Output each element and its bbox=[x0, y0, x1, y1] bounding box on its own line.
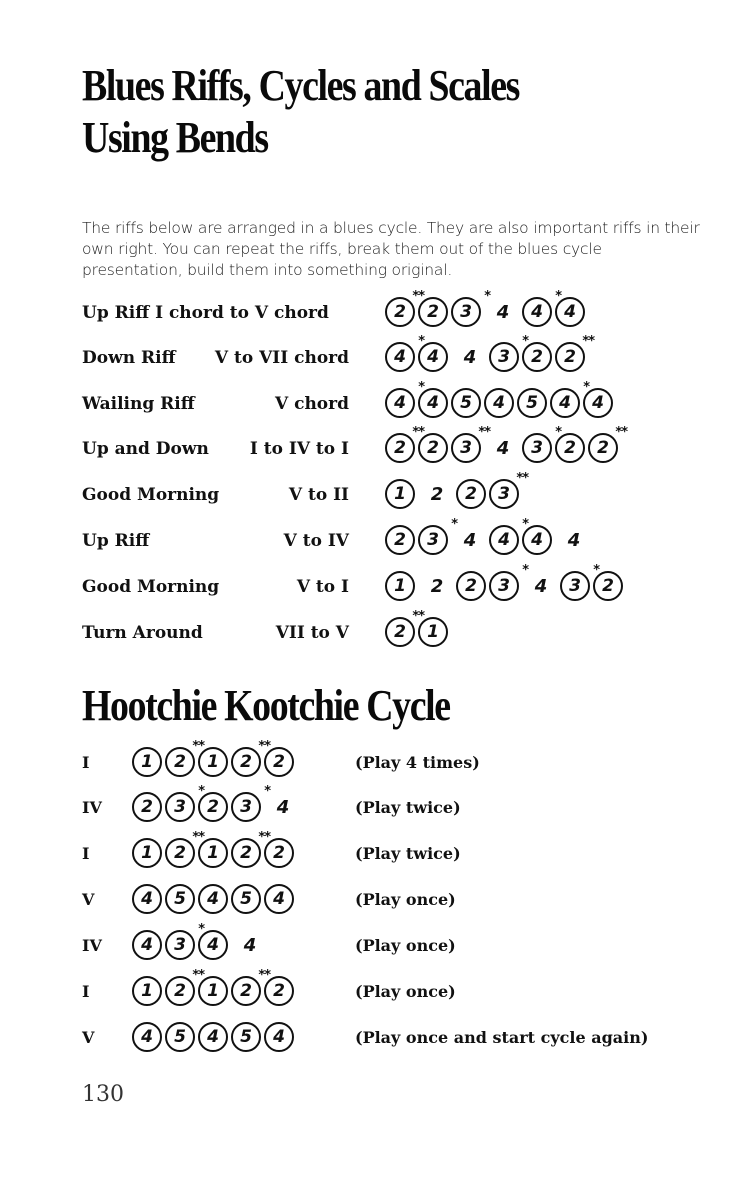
hole-number: 4 bbox=[534, 575, 548, 597]
draw-note-circle bbox=[489, 517, 528, 555]
riff-name: Up and Down bbox=[82, 439, 209, 459]
cycle-chord: IV bbox=[82, 798, 102, 817]
draw-note-circle bbox=[385, 479, 415, 509]
hole-number: 2 bbox=[394, 302, 406, 322]
hole-number: 5 bbox=[526, 393, 538, 413]
bend-mark: ** bbox=[478, 425, 490, 440]
cycle-row bbox=[82, 1020, 702, 1066]
hole-number: 2 bbox=[141, 797, 153, 817]
draw-note-circle bbox=[132, 930, 162, 960]
draw-note-circle bbox=[132, 976, 162, 1006]
draw-note-circle bbox=[264, 838, 294, 868]
repeat-instruction: (Play once and start cycle again) bbox=[355, 1028, 649, 1047]
bend-mark: * bbox=[451, 517, 457, 532]
hole-number: 1 bbox=[207, 843, 219, 863]
bend-mark: ** bbox=[412, 609, 424, 624]
hole-number: 5 bbox=[174, 889, 186, 909]
hole-number: 2 bbox=[174, 981, 186, 1001]
blow-note bbox=[424, 479, 450, 509]
hole-number: 2 bbox=[564, 438, 576, 458]
riff-name: Wailing Riff bbox=[82, 394, 195, 414]
hole-number: 4 bbox=[276, 796, 290, 818]
bend-mark: ** bbox=[516, 471, 528, 486]
riff-name: Good Morning bbox=[82, 485, 220, 505]
harmonica-tab bbox=[385, 563, 626, 603]
cycle-title: Hootchie Kootchie Cycle bbox=[82, 681, 450, 730]
draw-note-circle bbox=[132, 747, 162, 777]
page-title: Blues Riffs, Cycles and Scales Using Bends bbox=[82, 61, 519, 162]
draw-note-circle bbox=[522, 525, 552, 555]
harmonica-tab bbox=[132, 882, 297, 916]
hole-number: 4 bbox=[394, 347, 406, 367]
harmonica-tab bbox=[132, 1020, 297, 1054]
draw-note-circle bbox=[231, 1022, 261, 1052]
draw-note-circle bbox=[264, 1022, 294, 1052]
draw-note-circle bbox=[264, 747, 294, 777]
hole-number: 2 bbox=[427, 438, 439, 458]
hole-number: 4 bbox=[496, 437, 510, 459]
draw-note-circle bbox=[451, 289, 490, 327]
hole-number: 3 bbox=[460, 302, 472, 322]
cycle-chord: V bbox=[82, 1028, 95, 1047]
bend-mark: * bbox=[522, 517, 528, 532]
draw-note-circle bbox=[231, 830, 270, 868]
riff-row bbox=[82, 334, 682, 380]
draw-note-circle bbox=[231, 968, 270, 1006]
draw-note-circle bbox=[165, 830, 204, 868]
blow-note bbox=[490, 433, 516, 463]
bend-mark: * bbox=[522, 563, 528, 578]
hole-number: 2 bbox=[465, 484, 477, 504]
hole-number: 2 bbox=[564, 347, 576, 367]
draw-note-circle bbox=[385, 525, 415, 555]
repeat-instruction: (Play 4 times) bbox=[355, 753, 480, 772]
hole-number: 2 bbox=[602, 576, 614, 596]
draw-note-circle bbox=[385, 289, 424, 327]
draw-note-circle bbox=[560, 563, 599, 601]
hole-number: 4 bbox=[243, 934, 257, 956]
hole-number: 2 bbox=[240, 843, 252, 863]
draw-note-circle bbox=[165, 1022, 195, 1052]
hole-number: 1 bbox=[141, 752, 153, 772]
hole-number: 4 bbox=[564, 302, 576, 322]
blow-note bbox=[490, 297, 516, 327]
blow-note bbox=[457, 525, 483, 555]
riff-row bbox=[82, 563, 682, 609]
draw-note-circle bbox=[418, 342, 448, 372]
riff-chord-change: I to IV to I bbox=[249, 439, 349, 459]
blow-note bbox=[237, 930, 263, 960]
bend-mark: * bbox=[264, 784, 270, 799]
bend-mark: * bbox=[418, 380, 424, 395]
bend-mark: ** bbox=[412, 425, 424, 440]
draw-note-circle bbox=[132, 1022, 162, 1052]
draw-note-circle bbox=[132, 792, 162, 822]
draw-note-circle bbox=[456, 571, 486, 601]
hole-number: 2 bbox=[174, 752, 186, 772]
hole-number: 4 bbox=[207, 889, 219, 909]
riff-chord-change: VII to V bbox=[275, 623, 349, 643]
hole-number: 4 bbox=[273, 889, 285, 909]
bend-mark: * bbox=[522, 334, 528, 349]
riff-name: Turn Around bbox=[82, 623, 203, 643]
draw-note-circle bbox=[165, 884, 195, 914]
cycle-chord: IV bbox=[82, 936, 102, 955]
draw-note-circle bbox=[165, 739, 204, 777]
blow-note bbox=[561, 525, 587, 555]
bend-mark: ** bbox=[258, 739, 270, 754]
hole-number: 4 bbox=[207, 935, 219, 955]
harmonica-tab bbox=[385, 517, 593, 557]
draw-note-circle bbox=[264, 884, 294, 914]
draw-note-circle bbox=[231, 739, 270, 777]
intro-paragraph: The riffs below are arranged in a blues cycle. They are also important riffs in their own right. You can repeat the riffs, break them out of the blues cycle presentation, build them into something original. bbox=[82, 219, 700, 279]
draw-note-circle bbox=[198, 1022, 228, 1052]
riff-name: Good Morning bbox=[82, 577, 220, 597]
harmonica-tab bbox=[385, 471, 528, 511]
draw-note-circle bbox=[231, 884, 261, 914]
hole-number: 1 bbox=[141, 981, 153, 1001]
riff-name: Down Riff bbox=[82, 348, 176, 368]
cycle-row bbox=[82, 784, 702, 836]
hole-number: 4 bbox=[567, 529, 581, 551]
draw-note-circle bbox=[165, 922, 204, 960]
hole-number: 2 bbox=[174, 843, 186, 863]
riff-chord-change: V to IV bbox=[283, 531, 349, 551]
hole-number: 4 bbox=[394, 393, 406, 413]
bend-mark: ** bbox=[192, 968, 204, 983]
bend-mark: * bbox=[198, 784, 204, 799]
hole-number: 5 bbox=[460, 393, 472, 413]
bend-mark: ** bbox=[258, 968, 270, 983]
hole-number: 1 bbox=[394, 576, 406, 596]
draw-note-circle bbox=[522, 289, 561, 327]
draw-note-circle bbox=[418, 388, 448, 418]
draw-note-circle bbox=[583, 388, 613, 418]
hole-number: 4 bbox=[427, 347, 439, 367]
draw-note-circle bbox=[489, 563, 528, 601]
draw-note-circle bbox=[198, 838, 228, 868]
hole-number: 5 bbox=[240, 1027, 252, 1047]
riff-row bbox=[82, 517, 682, 563]
hole-number: 2 bbox=[465, 576, 477, 596]
bend-mark: ** bbox=[615, 425, 627, 440]
hole-number: 2 bbox=[394, 622, 406, 642]
draw-note-circle bbox=[385, 334, 424, 372]
blow-note bbox=[424, 571, 450, 601]
draw-note-circle bbox=[198, 792, 228, 822]
repeat-instruction: (Play twice) bbox=[355, 844, 461, 863]
draw-note-circle bbox=[418, 433, 448, 463]
riff-name: Up Riff bbox=[82, 531, 150, 551]
repeat-instruction: (Play once) bbox=[355, 982, 456, 1001]
hole-number: 3 bbox=[569, 576, 581, 596]
repeat-instruction: (Play once) bbox=[355, 890, 456, 909]
riff-row bbox=[82, 289, 682, 335]
hole-number: 2 bbox=[207, 797, 219, 817]
draw-note-circle bbox=[198, 747, 228, 777]
draw-note-circle bbox=[132, 838, 162, 868]
hole-number: 2 bbox=[430, 575, 444, 597]
cycle-row bbox=[82, 882, 702, 928]
hole-number: 2 bbox=[273, 752, 285, 772]
draw-note-circle bbox=[385, 425, 424, 463]
draw-note-circle bbox=[588, 425, 627, 463]
bend-mark: ** bbox=[192, 830, 204, 845]
bend-mark: * bbox=[198, 922, 204, 937]
hole-number: 4 bbox=[531, 530, 543, 550]
hole-number: 4 bbox=[141, 889, 153, 909]
riff-row bbox=[82, 609, 682, 655]
bend-mark: ** bbox=[412, 289, 424, 304]
hole-number: 3 bbox=[240, 797, 252, 817]
hole-number: 3 bbox=[498, 484, 510, 504]
draw-note-circle bbox=[555, 433, 585, 463]
draw-note-circle bbox=[165, 968, 204, 1006]
draw-note-circle bbox=[489, 334, 528, 372]
hole-number: 4 bbox=[463, 529, 477, 551]
draw-note-circle bbox=[451, 388, 481, 418]
hole-number: 4 bbox=[463, 346, 477, 368]
draw-note-circle bbox=[555, 297, 585, 327]
draw-note-circle bbox=[489, 471, 528, 509]
hole-number: 1 bbox=[207, 981, 219, 1001]
harmonica-tab bbox=[385, 334, 594, 374]
draw-note-circle bbox=[231, 784, 270, 822]
cycle-row bbox=[82, 922, 702, 974]
riff-chord-change: V chord bbox=[274, 394, 349, 414]
draw-note-circle bbox=[517, 388, 547, 418]
bend-mark: ** bbox=[258, 830, 270, 845]
riff-row bbox=[82, 425, 682, 471]
draw-note-circle bbox=[451, 425, 490, 463]
draw-note-circle bbox=[198, 884, 228, 914]
harmonica-tab bbox=[385, 425, 627, 465]
draw-note-circle bbox=[550, 380, 589, 418]
riff-chord-change: V to VII chord bbox=[214, 348, 349, 368]
draw-note-circle bbox=[385, 609, 424, 647]
riff-chord-change: V to I bbox=[296, 577, 349, 597]
hole-number: 4 bbox=[141, 935, 153, 955]
draw-note-circle bbox=[522, 342, 552, 372]
hole-number: 2 bbox=[240, 752, 252, 772]
repeat-instruction: (Play twice) bbox=[355, 798, 461, 817]
harmonica-tab bbox=[132, 922, 269, 962]
hole-number: 1 bbox=[141, 843, 153, 863]
hole-number: 1 bbox=[427, 622, 439, 642]
cycle-row bbox=[82, 739, 702, 791]
draw-note-circle bbox=[198, 930, 228, 960]
hole-number: 3 bbox=[174, 935, 186, 955]
cycle-row bbox=[82, 830, 702, 882]
hole-number: 4 bbox=[531, 302, 543, 322]
bend-mark: * bbox=[555, 289, 561, 304]
draw-note-circle bbox=[593, 571, 623, 601]
draw-note-circle bbox=[456, 479, 486, 509]
bend-mark: * bbox=[583, 380, 589, 395]
harmonica-tab bbox=[132, 830, 297, 870]
draw-note-circle bbox=[165, 784, 204, 822]
harmonica-tab bbox=[132, 739, 297, 779]
draw-note-circle bbox=[484, 388, 514, 418]
hole-number: 1 bbox=[394, 484, 406, 504]
hole-number: 3 bbox=[498, 347, 510, 367]
hole-number: 2 bbox=[531, 347, 543, 367]
draw-note-circle bbox=[132, 884, 162, 914]
hole-number: 2 bbox=[273, 981, 285, 1001]
draw-note-circle bbox=[385, 380, 424, 418]
hole-number: 4 bbox=[559, 393, 571, 413]
harmonica-tab bbox=[132, 784, 302, 824]
bend-mark: * bbox=[555, 425, 561, 440]
hole-number: 2 bbox=[394, 438, 406, 458]
hole-number: 4 bbox=[273, 1027, 285, 1047]
hole-number: 2 bbox=[430, 483, 444, 505]
hole-number: 4 bbox=[427, 393, 439, 413]
bend-mark: * bbox=[418, 334, 424, 349]
hole-number: 5 bbox=[240, 889, 252, 909]
harmonica-tab bbox=[132, 968, 297, 1008]
hole-number: 4 bbox=[496, 301, 510, 323]
blow-note bbox=[270, 792, 296, 822]
riff-chord-change: V to II bbox=[288, 485, 349, 505]
draw-note-circle bbox=[418, 617, 448, 647]
page-number: 130 bbox=[82, 1082, 124, 1107]
harmonica-tab bbox=[385, 609, 451, 649]
hole-number: 4 bbox=[592, 393, 604, 413]
cycle-chord: I bbox=[82, 844, 90, 863]
hole-number: 2 bbox=[394, 530, 406, 550]
blow-note bbox=[528, 571, 554, 601]
draw-note-circle bbox=[555, 334, 594, 372]
hole-number: 5 bbox=[174, 1027, 186, 1047]
harmonica-tab bbox=[385, 289, 588, 329]
hole-number: 4 bbox=[493, 393, 505, 413]
cycle-chord: V bbox=[82, 890, 95, 909]
hole-number: 2 bbox=[240, 981, 252, 1001]
repeat-instruction: (Play once) bbox=[355, 936, 456, 955]
hole-number: 4 bbox=[207, 1027, 219, 1047]
hole-number: 3 bbox=[427, 530, 439, 550]
draw-note-circle bbox=[198, 976, 228, 1006]
cycle-row bbox=[82, 968, 702, 1020]
hole-number: 2 bbox=[427, 302, 439, 322]
riff-row bbox=[82, 471, 682, 517]
bend-mark: * bbox=[593, 563, 599, 578]
cycle-chord: I bbox=[82, 982, 90, 1001]
draw-note-circle bbox=[418, 297, 448, 327]
hole-number: 3 bbox=[531, 438, 543, 458]
bend-mark: ** bbox=[192, 739, 204, 754]
hole-number: 4 bbox=[141, 1027, 153, 1047]
riff-row bbox=[82, 380, 682, 426]
hole-number: 3 bbox=[174, 797, 186, 817]
draw-note-circle bbox=[385, 571, 415, 601]
hole-number: 3 bbox=[460, 438, 472, 458]
draw-note-circle bbox=[522, 425, 561, 463]
hole-number: 2 bbox=[273, 843, 285, 863]
riff-name: Up Riff I chord to V chord bbox=[82, 303, 329, 323]
blow-note bbox=[457, 342, 483, 372]
harmonica-tab bbox=[385, 380, 616, 420]
hole-number: 4 bbox=[498, 530, 510, 550]
draw-note-circle bbox=[418, 517, 457, 555]
hole-number: 2 bbox=[597, 438, 609, 458]
cycle-chord: I bbox=[82, 753, 90, 772]
hole-number: 1 bbox=[207, 752, 219, 772]
bend-mark: * bbox=[484, 289, 490, 304]
bend-mark: ** bbox=[582, 334, 594, 349]
hole-number: 3 bbox=[498, 576, 510, 596]
draw-note-circle bbox=[264, 976, 294, 1006]
